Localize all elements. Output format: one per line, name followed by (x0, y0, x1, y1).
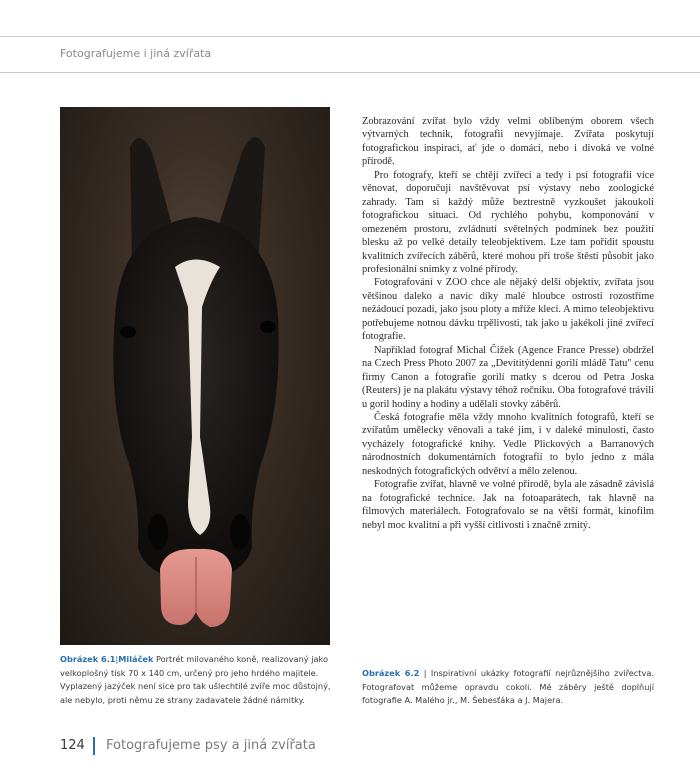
body-paragraph: Fotografování v ZOO chce ale nějaký delší objektiv, zvířata jsou většinou daleko a navíc díky malé hloubce ostrosti rozostříme nežádoucí pozadí, jako jsou ploty a mříže klecí. A mimo teleobjektivu potřebujeme notnou dávku trpělivosti, tak jako u jakékoli jiné zvířecí fotografie. (362, 277, 654, 343)
figure-6-1-caption (60, 653, 336, 707)
page-number: 124 (60, 738, 85, 753)
figure-6-2-text: Inspirativní ukázky fotografií nejrůznějšího zvířectva. Fotografovat můžeme opravdu cokoli. Mé záběry ještě doplňují fotografie A. Malého jr., M. Šebesťáka a J. Majera. (362, 668, 654, 705)
chapter-title: Fotografujeme psy a jiná zvířata (106, 738, 316, 753)
body-paragraph: Zobrazování zvířat bylo vždy velmi oblíbeným oborem všech výtvarných technik, fotografii nevyjímaje. Zvířata poskytují fotografickou inspiraci, ať jde o domácí, nebo i divoká ve volné přírodě. (362, 116, 654, 168)
body-paragraph: Česká fotografie měla vždy mnoho kvalitních fotografů, kteří se zvířatům umělecky věnovali a také jim, i v daleké minulosti, často vycházely fotografické knihy. Vedle Plickových a Barranových národnostních dokumentárních fotografií to bylo jedno z mála neskodných fotografických odvětví a mělo zelenou. (362, 411, 654, 477)
figure-6-1-separator: | (115, 654, 119, 664)
body-paragraph: Například fotograf Michal Čížek (Agence France Presse) obdržel na Czech Press Photo 2007 za „Devítitýdenní gorilí mládě Tatu" cenu firmy Canon a fotografie gorilí matky s dcerou od Petra Joska (Reuters) je na plakátu výstavy téhož ročníku. Oba fotografové trávili u goril hodiny a hodiny a udělali stovky záběrů. (362, 344, 654, 410)
figure-6-1-label: Obrázek 6.1 (60, 654, 116, 664)
figure-6-1-text: Portrét milovaného koně, realizovaný jako velkoplošný tisk 70 x 140 cm, určený pro jeho hrdého majitele. Vyplazený jazýček není sice pro tak ušlechtilé zvíře moc důstojný, ale nebylo, proti němu ze strany zadavatele žádné námitky. (60, 654, 331, 705)
header-top-rule (0, 36, 700, 37)
right-nostril-shape (230, 514, 250, 550)
left-nostril-shape (148, 514, 168, 550)
header-bottom-rule (0, 72, 700, 73)
body-text-column (362, 115, 654, 532)
figure-6-2-caption (362, 667, 654, 708)
body-paragraph: Fotografie zvířat, hlavně ve volné přírodě, byla ale zásadně závislá na fotografické technice. Jak na fotoaparátech, tak hlavně na filmových materiálech. Fotografovalo se na větší formát, kinofilm nebyl moc kvalitní a při vyšší citlivosti i značně zrnitý. (362, 479, 654, 531)
left-eye-shape (120, 326, 136, 338)
right-eye-shape (260, 321, 276, 333)
figure-6-1-title: Miláček (118, 654, 154, 664)
body-paragraph: Pro fotografy, kteří se chtějí zvířecí a tedy i psí fotografii více věnovat, doporučuji navštěvovat psí výstavy nebo zoologické zahrady. Tam si každý může beztrestně vyzkoušet jakoukoli fotografickou situaci. Od rychlého pohybu, komponování v omezeném prostoru, zvládnutí světelných podmínek bez použití blesku až po velké detaily teleobjektivem. Lze tam pořídit spoustu kvalitních zvířecích záběrů, které mohou při troše štěstí působit jako profesionální snímky z volné přírody. (362, 169, 654, 275)
horse-portrait-photo (60, 107, 330, 645)
figure-6-2-label: Obrázek 6.2 (362, 668, 420, 678)
folio-divider (93, 737, 95, 755)
figure-6-2-separator: | (419, 668, 431, 678)
running-head: Fotografujeme i jiná zvířata (60, 47, 212, 60)
